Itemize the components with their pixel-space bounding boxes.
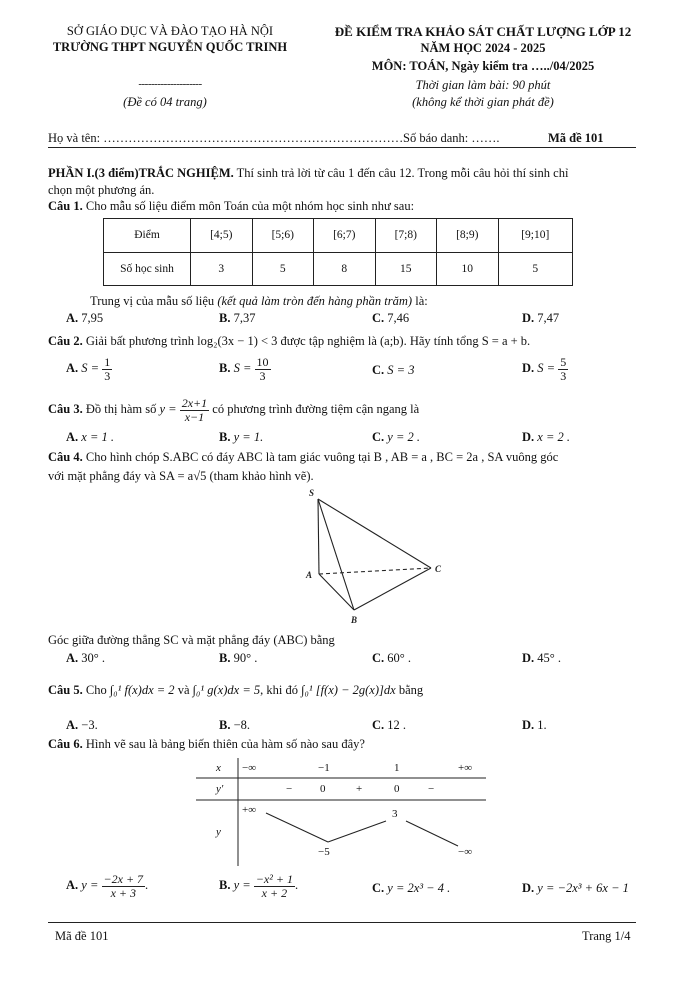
y-value: −∞	[458, 846, 473, 858]
q6-stem	[48, 737, 365, 752]
denominator: 3	[104, 368, 111, 383]
q4-option-a[interactable]	[66, 651, 105, 666]
q6-option-d[interactable]	[522, 881, 629, 896]
option-text: x = 2 .	[537, 430, 571, 444]
row-label-x: x	[216, 762, 221, 774]
option-text: 45° .	[537, 651, 562, 665]
table-header-cell: Điểm	[104, 219, 191, 253]
fraction	[558, 356, 568, 382]
table-cell: [5;6)	[252, 219, 314, 253]
option-label: D.	[522, 360, 535, 375]
numerator: −x² + 1	[255, 872, 293, 886]
option-label: D.	[522, 430, 535, 444]
option-label: A.	[66, 430, 79, 444]
q1-prompt-a: Trung vị của mẫu số liệu	[90, 294, 218, 308]
table-cell: 10	[437, 252, 499, 286]
dept-name: SỞ GIÁO DỤC VÀ ĐÀO TẠO HÀ NỘI	[66, 24, 274, 38]
fraction	[102, 356, 112, 382]
x-value: 1	[394, 762, 400, 774]
q2-label: Câu 2.	[48, 334, 83, 348]
edge-sb	[318, 499, 354, 610]
y-value: −5	[318, 846, 330, 858]
option-text: S =	[537, 360, 556, 375]
sbd-field: Số báo danh: …….	[403, 131, 500, 145]
option-label: C.	[372, 311, 385, 325]
exam-code: Mã đề 101	[548, 131, 604, 145]
q1-option-b[interactable]	[219, 311, 255, 326]
q3-option-d[interactable]	[522, 430, 570, 445]
denominator: x + 2	[261, 885, 288, 900]
table-row	[104, 219, 573, 253]
q3-func-y: y =	[159, 401, 177, 416]
option-text: .	[294, 877, 299, 892]
table-cell: 3	[191, 252, 253, 286]
exam-title: ĐỀ KIỂM TRA KHẢO SÁT CHẤT LƯỢNG LỚP 12	[334, 24, 632, 39]
school-name: TRƯỜNG THPT NGUYỄN QUỐC TRINH	[52, 40, 288, 54]
denominator: 3	[259, 368, 266, 383]
option-label: B.	[219, 430, 231, 444]
q2-option-c[interactable]	[372, 363, 414, 378]
q6-text: Hình vẽ sau là bảng biến thiên của hàm số nào sau đây?	[82, 737, 365, 751]
edge-ab	[319, 574, 354, 610]
numerator: 10	[256, 355, 269, 369]
fraction	[180, 397, 209, 423]
q5-integral-g: ∫₀¹ g(x)dx = 5	[192, 683, 261, 697]
table-cell: [7;8)	[375, 219, 437, 253]
header-dashes: --------------------	[138, 78, 202, 90]
numerator: 2x+1	[181, 396, 208, 410]
table-cell: 5	[498, 252, 573, 286]
option-text: y = 2 .	[387, 430, 421, 444]
part1-title: PHẦN I.(3 điểm)TRẮC NGHIỆM.	[48, 166, 234, 180]
table-cell: [8;9)	[437, 219, 499, 253]
q4-question: Góc giữa đường thẳng SC và mặt phẳng đáy (ABC) bằng	[48, 633, 335, 647]
table-cell: 8	[314, 252, 376, 286]
q4-option-b[interactable]	[219, 651, 257, 666]
option-text: S = 3	[387, 363, 415, 377]
option-text: S =	[233, 360, 252, 375]
q3-stem	[48, 397, 419, 423]
option-text: 12 .	[387, 718, 407, 732]
q5-label: Câu 5.	[48, 683, 83, 697]
q6-option-b[interactable]	[219, 873, 298, 899]
option-text: −8.	[233, 718, 251, 732]
footer-divider	[48, 922, 636, 923]
x-value: −∞	[242, 762, 257, 774]
option-text: 90° .	[233, 651, 258, 665]
q2-option-a[interactable]	[66, 356, 112, 382]
table-cell: 15	[375, 252, 437, 286]
option-text: 30° .	[81, 651, 106, 665]
yprime-sign: +	[356, 783, 363, 795]
edge-ac-hidden	[319, 568, 431, 574]
q1-option-d[interactable]	[522, 311, 559, 326]
q6-label: Câu 6.	[48, 737, 83, 751]
q1-label: Câu 1.	[48, 199, 83, 213]
denominator: x + 3	[110, 885, 136, 900]
vertex-label: A	[306, 570, 313, 580]
vertex-label: B	[351, 615, 358, 625]
q4-option-c[interactable]	[372, 651, 411, 666]
option-label: D.	[522, 311, 535, 325]
q3-pre: Đồ thị hàm số	[82, 401, 160, 416]
vertex-label: C	[435, 564, 442, 574]
option-text: 1.	[537, 718, 547, 732]
yprime-zero: 0	[320, 783, 326, 795]
q5-option-a[interactable]	[66, 718, 98, 733]
q2-option-b[interactable]	[219, 356, 271, 382]
option-label: C.	[372, 718, 385, 732]
q2-option-d[interactable]	[522, 356, 568, 382]
variation-table-lines	[196, 758, 486, 866]
denominator: 3	[560, 368, 567, 383]
q2-text: Giải bất phương trình log₂(3x − 1) < 3 được tập nghiệm là (a;b). Hãy tính tổng S = a + b.	[82, 334, 531, 348]
option-text: 60° .	[387, 651, 412, 665]
option-label: B.	[219, 718, 231, 732]
edge-sa	[318, 499, 319, 574]
q1-option-a[interactable]	[66, 311, 103, 326]
option-label: C.	[372, 430, 385, 444]
option-label: A.	[66, 877, 79, 892]
table-cell: [4;5)	[191, 219, 253, 253]
part1-intro: Thí sinh trả lời từ câu 1 đến câu 12. Trong mỗi câu hỏi thí sinh chỉ	[233, 166, 569, 180]
q5-option-c[interactable]	[372, 718, 406, 733]
y-value: +∞	[242, 804, 257, 816]
name-field: Họ và tên: ………………………………………………………………	[48, 131, 404, 145]
subject-line: MÔN: TOÁN, Ngày kiểm tra …../04/2025	[371, 59, 595, 73]
q3-label: Câu 3.	[48, 401, 83, 416]
option-text: S =	[81, 360, 100, 375]
x-value: +∞	[458, 762, 473, 774]
header-divider	[48, 147, 636, 148]
edge-bc	[354, 568, 431, 610]
option-label: A.	[66, 718, 79, 732]
table-header-cell: Số học sinh	[104, 252, 191, 286]
numerator: −2x + 7	[103, 872, 144, 886]
q1-prompt-c: là:	[412, 294, 428, 308]
fraction	[254, 873, 295, 899]
option-label: B.	[219, 651, 231, 665]
option-text: y = 1.	[233, 430, 264, 444]
fraction	[102, 872, 149, 900]
option-text: y = 2x³ − 4 .	[387, 881, 451, 895]
q3-option-b[interactable]	[219, 430, 263, 445]
yprime-sign: −	[428, 783, 435, 795]
q6-option-c[interactable]	[372, 881, 450, 896]
q3-option-a[interactable]	[66, 430, 114, 445]
option-label: D.	[522, 718, 535, 732]
q5-stem	[48, 683, 423, 698]
option-label: A.	[66, 360, 79, 375]
option-label: D.	[522, 881, 535, 895]
option-label: C.	[372, 363, 385, 377]
q4-label: Câu 4.	[48, 450, 83, 464]
row-label-y: y	[216, 826, 221, 838]
option-label: D.	[522, 651, 535, 665]
q3-post: có phương trình đường tiệm cận ngang là	[209, 401, 420, 416]
variation-table	[196, 758, 486, 866]
q5-and: và	[177, 683, 190, 697]
q3-option-c[interactable]	[372, 430, 420, 445]
page-number: Trang 1/4	[582, 929, 631, 943]
option-text: 7,95	[81, 311, 104, 325]
q1-stem	[48, 199, 414, 214]
table-cell: 5	[252, 252, 314, 286]
decreasing-arrow	[406, 821, 458, 846]
numerator: 5	[560, 355, 567, 369]
option-label: C.	[372, 881, 385, 895]
q1-prompt-b: (kết quả làm tròn đến hàng phần trăm)	[217, 294, 413, 308]
vertex-label: S	[309, 488, 315, 498]
numerator: 1	[104, 355, 111, 369]
option-text: 7,47	[537, 311, 560, 325]
q4-line1: Cho hình chóp S.ABC có đáy ABC là tam giác vuông tại B , AB = a , BC = 2a , SA vuông góc	[82, 450, 559, 464]
q5-integral-f: ∫₀¹ f(x)dx = 2	[109, 683, 175, 697]
table-row	[104, 252, 573, 286]
option-label: B.	[219, 311, 231, 325]
fraction	[255, 356, 271, 382]
q5-end: bằng	[398, 683, 424, 697]
option-label: A.	[66, 311, 79, 325]
x-value: −1	[318, 762, 330, 774]
q1-text: Cho mẫu số liệu điểm môn Toán của một nhóm học sinh như sau:	[82, 199, 415, 213]
q4-option-d[interactable]	[522, 651, 561, 666]
q1-prompt	[90, 294, 428, 309]
duration: Thời gian làm bài: 90 phút	[415, 78, 551, 92]
pyramid-figure	[300, 486, 450, 626]
q1-option-c[interactable]	[372, 311, 409, 326]
option-text: −3.	[81, 718, 98, 732]
option-text: y =	[81, 877, 99, 892]
yprime-zero: 0	[394, 783, 400, 795]
y-value: 3	[392, 808, 398, 820]
denominator: x−1	[184, 409, 205, 424]
q2-stem	[48, 334, 530, 349]
score-table	[103, 218, 573, 286]
table-cell: [6;7)	[314, 219, 376, 253]
row-label-yprime: y'	[216, 783, 224, 795]
q5-option-d[interactable]	[522, 718, 547, 733]
option-label: A.	[66, 651, 79, 665]
footer-code: Mã đề 101	[55, 929, 109, 943]
option-label: B.	[219, 360, 231, 375]
pages-note: (Đề có 04 trang)	[123, 95, 207, 109]
increasing-arrow	[328, 821, 386, 842]
option-text: .	[145, 877, 149, 892]
time-note: (không kể thời gian phát đề)	[412, 95, 554, 109]
q4-line2: với mặt phẳng đáy và SA = a√5 (tham khảo hình vẽ).	[48, 469, 314, 483]
q5-mid: , khi đó	[260, 683, 298, 697]
q5-text1: Cho	[82, 683, 107, 697]
part1-line1	[48, 166, 568, 181]
option-label: C.	[372, 651, 385, 665]
q6-option-a[interactable]	[66, 873, 148, 899]
part1-intro-2: chọn một phương án.	[48, 183, 155, 197]
option-text: 7,46	[387, 311, 410, 325]
yprime-sign: −	[286, 783, 293, 795]
option-label: B.	[219, 877, 231, 892]
decreasing-arrow	[266, 813, 328, 842]
q5-option-b[interactable]	[219, 718, 250, 733]
option-text: y = −2x³ + 6x − 1	[537, 881, 629, 895]
table-cell: [9;10]	[498, 219, 573, 253]
q5-integral-combo: ∫₀¹ [f(x) − 2g(x)]dx	[301, 683, 396, 697]
option-text: 7,37	[233, 311, 256, 325]
school-year: NĂM HỌC 2024 - 2025	[420, 41, 546, 55]
q4-stem	[48, 450, 558, 465]
option-text: x = 1 .	[81, 430, 115, 444]
option-text: y =	[233, 877, 251, 892]
edge-sc	[318, 499, 431, 568]
